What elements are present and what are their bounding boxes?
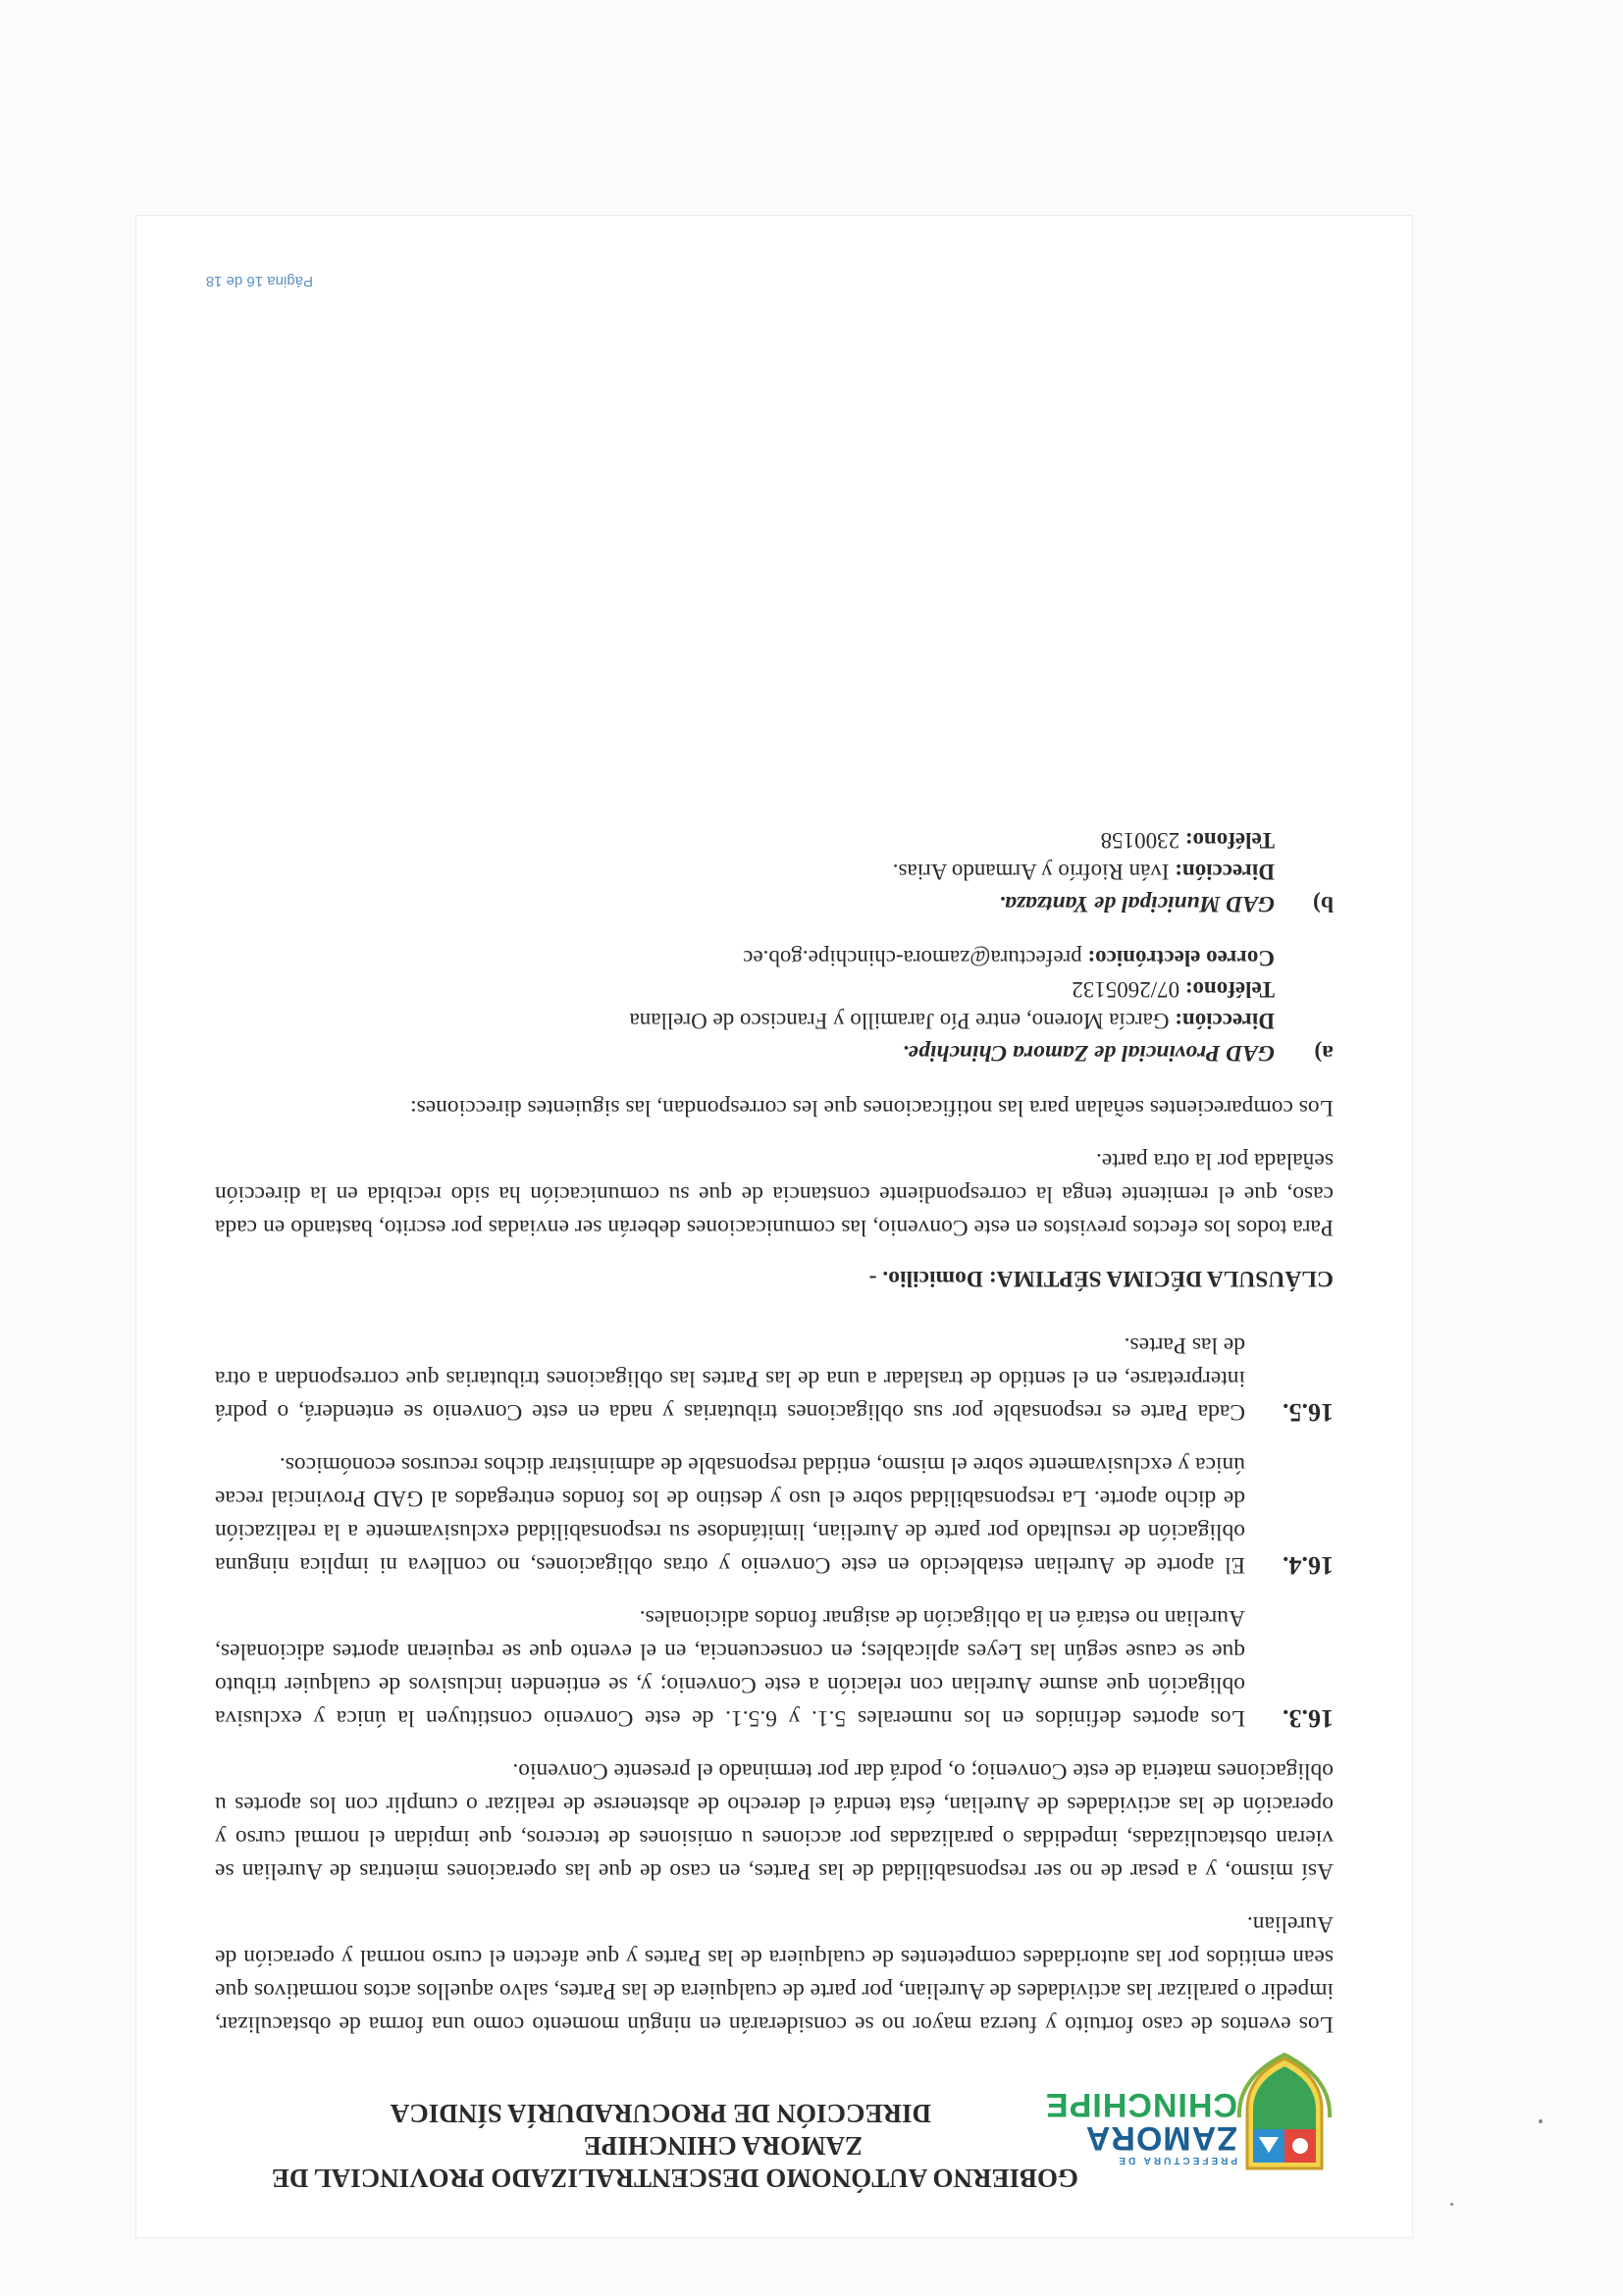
page-number: Página 16 de 18 [205,273,313,289]
clause-text: Los aportes definidos en los numerales 5.1. y 6.5.1. de este Convenio constituyen la única y exclusiva obligación que asume Aurelian con relación a este Convenio; y, se entienden inclusivos de cualquier tributo que se cause según las Leyes aplicables; en consecuencia, en el evento que se requieran aportes adicionales, Aurelian no estará en la obligación de asignar fondos adicionales. [215,1605,1245,1731]
address-entity: GAD Municipal de Yantzaza. [999,891,1275,916]
scan-speck [1539,2119,1543,2123]
clause-text: Cada Parte es responsable por sus obligaciones tributarias y nada en este Convenio se entenderá, o podrá interpretarse, en el sentido de trasladar a una de las Partes las obligaciones tributarias que correspondan a otra de las Partes. [215,1332,1245,1425]
clause-16-3 [215,1601,1334,1735]
address-label: a) [1314,1040,1334,1066]
direction-label: Dirección: [1175,1009,1275,1033]
paragraph: Así mismo, y a pesar de no ser responsabilidad de las Partes, en caso de que las operaciones mientras de Aurelian se vieran obstaculizadas, impedidas o paralizadas por acciones u omisiones de terceros, que impidan el normal curso y operación de las actividades de Aurelian, ésta tendrá el derecho de abstenerse de realizar o cumplir con los aportes u obligaciones materia de este Convenio; o, podrá dar por terminado el presente Convenio. [215,1758,1334,1884]
paragraph: Los eventos de caso fortuito y fuerza mayor no se considerarán en ningún momento como una forma de obstaculizar, impedir o paralizar las actividades de Aurelian, por parte de cualquiera de las Partes, salvo aquellos actos normativos que sean emitidos por las autoridades competentes de cualquiera de las Partes y que afecten el curso normal y operación de Aurelian. [215,1911,1334,2037]
clause-text: El aporte de Aurelian establecido en este Convenio y otras obligaciones, no conlleva ni implica ninguna obligación de resultado por parte de Aurelian, limitándose su responsabilidad exclusivamente a la realización de dicho aporte. La responsabilidad sobre el uso y destino de los fondos entregados al GAD Provincial recae única y exclusivamente sobre el mismo, entidad responsable de administrar dichos recursos económicos. [215,1452,1245,1578]
email-label: Correo electrónico: [1087,946,1275,970]
institution-line-1: GOBIERNO AUTÓNOMO DESCENTRALIZADO PROVINCIAL DE [271,2164,1078,2193]
logo-chinchipe-text: CHINCHIPE [1044,2086,1237,2123]
clause-16-4 [215,1448,1334,1582]
clause-16-5 [215,1329,1334,1429]
address-list [215,824,1334,1070]
address-phone [215,824,1275,856]
clause-number: 16.4. [1283,1551,1334,1580]
institution-line-2: ZAMORA CHINCHIPE [583,2131,863,2161]
logo-zamora-text: ZAMORA [1084,2119,1237,2157]
document-body [215,824,1334,2041]
address-label: b) [1313,891,1334,916]
logo-small-text: PREFECTURA DE [1116,2155,1237,2166]
address-phone [215,973,1275,1005]
direction-label: Dirección: [1175,860,1275,884]
phone-value: 2300158 [1100,828,1180,853]
letterhead [205,2027,1343,2194]
address-direction [215,856,1275,887]
address-direction [215,1005,1275,1036]
clause-number: 16.3. [1283,1704,1334,1733]
address-email [215,942,1275,973]
paragraph: Los comparecientes señalan para las notificaciones que les correspondan, las siguientes direcciones: [410,1095,1334,1121]
phone-label: Teléfono: [1184,977,1275,1002]
direction-value: García Moreno, entre Pío Jaramillo y Francisco de Orellana [629,1009,1170,1033]
email-value: prefectura@zamora-chinchipe.gob.ec [743,946,1082,970]
address-item-provincial [215,942,1334,1070]
clause-17-title: CLÁUSULA DÉCIMA SÉPTIMA: Domicilio. - [868,1266,1334,1291]
phone-value: 07/2605132 [1072,977,1180,1002]
direction-value: Iván Riofrío y Armando Arias. [892,860,1170,884]
scan-speck [1450,2203,1453,2206]
institution-line-3: DIRECCIÓN DE PROCURADURÍA SÍNDICA [390,2099,931,2128]
clause-number: 16.5. [1283,1398,1334,1427]
phone-label: Teléfono: [1184,828,1275,853]
institution-name [215,2097,1078,2194]
address-entity: GAD Provincial de Zamora Chinchipe. [902,1040,1275,1066]
address-item-municipal [215,824,1334,920]
paragraph: Para todos los efectos previstos en este Convenio, las comunicaciones deberán ser enviadas por escrito, bastando en cada caso, que el remitente tenga la correspondiente constancia de que su comunicación ha sido recibida en la dirección señalada por la otra parte. [215,1148,1334,1240]
document-page [136,216,1412,2237]
